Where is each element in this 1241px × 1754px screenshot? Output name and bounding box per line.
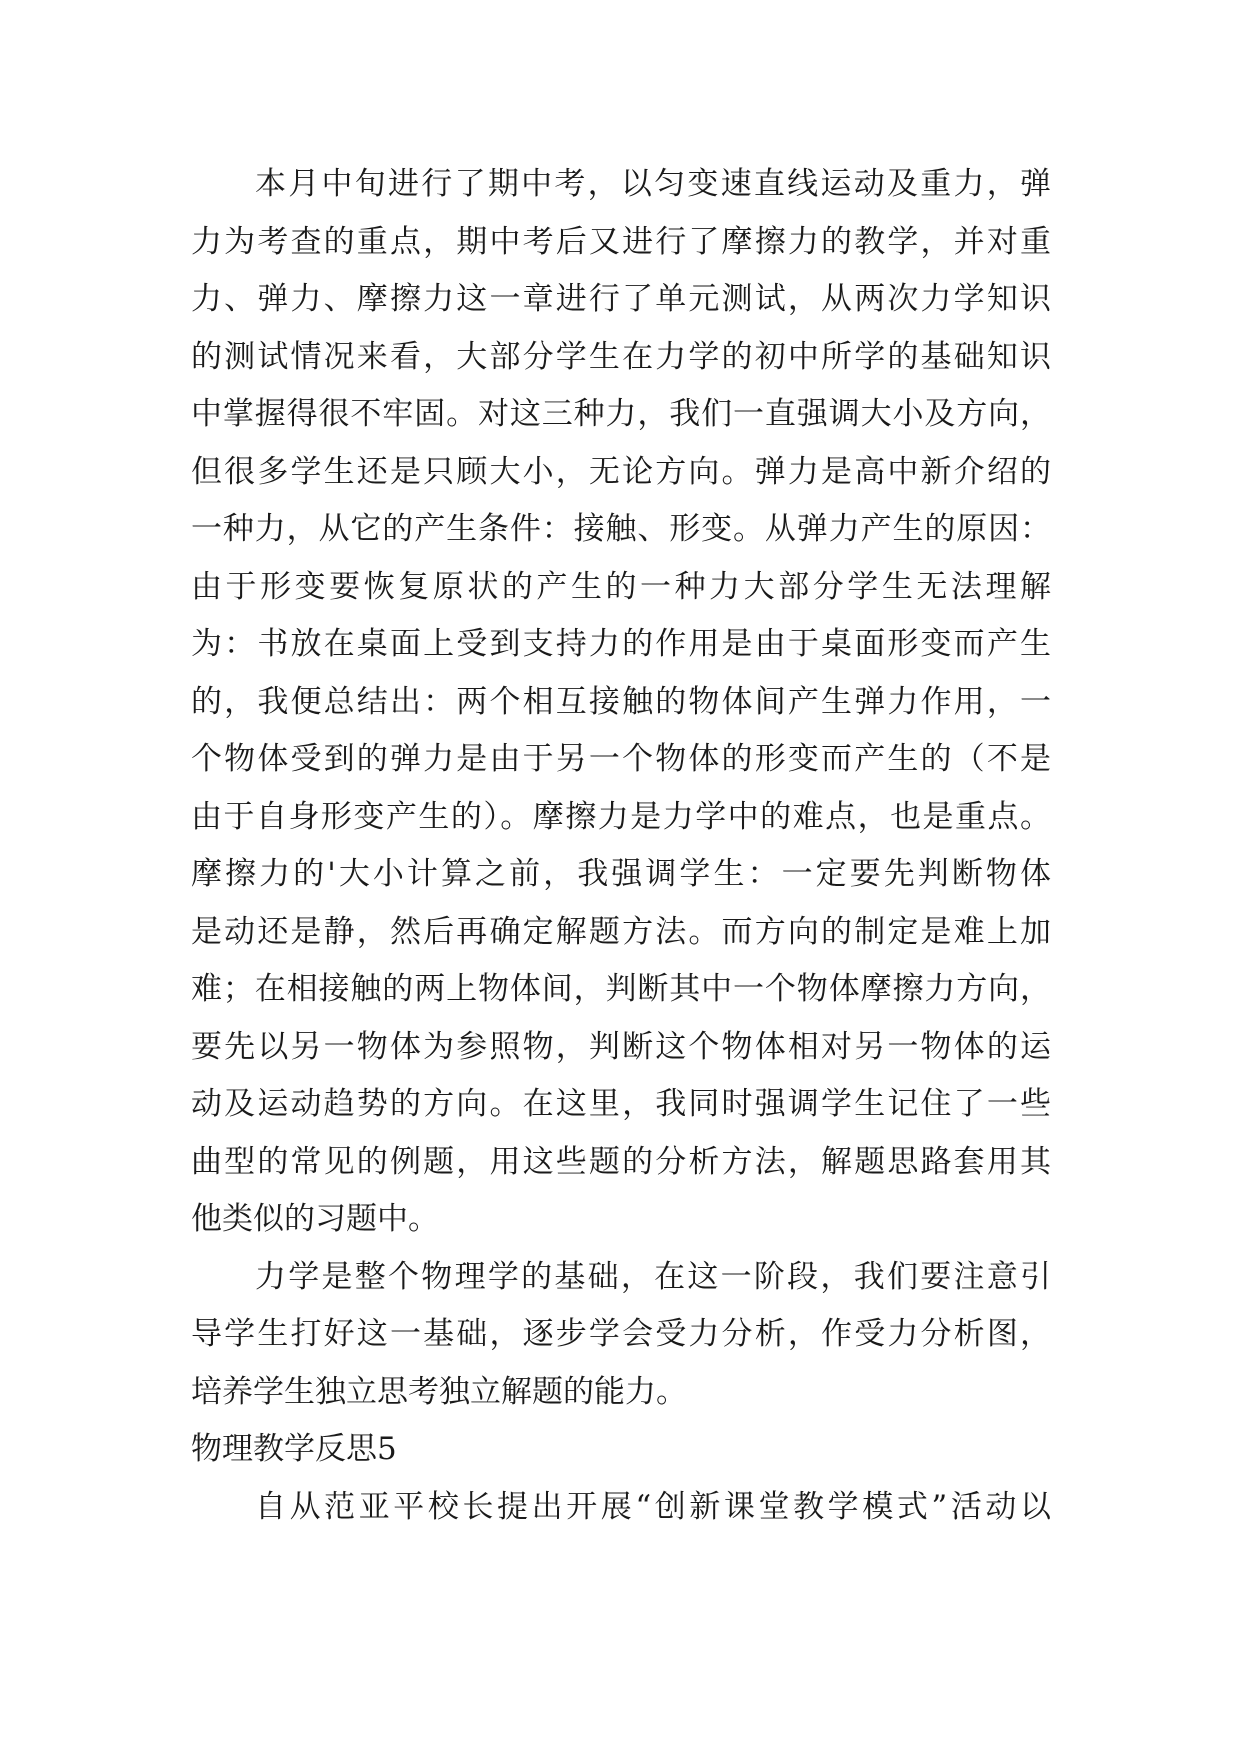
paragraph-2	[191, 1249, 1051, 1422]
text-line: 他类似的习题中。	[191, 1201, 439, 1237]
text-line: 为：书放在桌面上受到支持力的作用是由于桌面形变而产生	[191, 626, 1051, 662]
text-line: 本月中旬进行了期中考，以匀变速直线运动及重力，弹	[255, 166, 1051, 202]
text-line: 一种力，从它的产生条件：接触、形变。从弹力产生的原因：	[191, 511, 1051, 547]
text-line: 的测试情况来看，大部分学生在力学的初中所学的基础知识	[191, 338, 1051, 375]
text-line: 由于自身形变产生的）。摩擦力是力学中的难点，也是重点。	[191, 798, 1051, 835]
text-line: 力为考查的重点，期中考后又进行了摩擦力的教学，并对重	[191, 223, 1051, 260]
section-heading: 物理教学反思5	[191, 1431, 397, 1467]
paragraph-3	[191, 1479, 1051, 1537]
paragraph-1	[191, 156, 1051, 1249]
text-line: 要先以另一物体为参照物，判断这个物体相对另一物体的运	[191, 1028, 1051, 1065]
text-line: 但很多学生还是只顾大小，无论方向。弹力是高中新介绍的	[191, 453, 1051, 490]
text-line: 力学是整个物理学的基础，在这一阶段，我们要注意引	[255, 1258, 1051, 1295]
text-line: 是动还是静，然后再确定解题方法。而方向的制定是难上加	[191, 913, 1051, 950]
text-line: 动及运动趋势的方向。在这里，我同时强调学生记住了一些	[191, 1086, 1051, 1122]
text-line: 由于形变要恢复原状的产生的一种力大部分学生无法理解	[191, 568, 1051, 605]
text-line: 导学生打好这一基础，逐步学会受力分析，作受力分析图，	[191, 1316, 1051, 1352]
text-line: 摩擦力的'大小计算之前，我强调学生：一定要先判断物体	[191, 856, 1051, 892]
text-line: 中掌握得很不牢固。对这三种力，我们一直强调大小及方向，	[191, 396, 1051, 432]
text-line: 培养学生独立思考独立解题的能力。	[191, 1373, 687, 1410]
text-line: 力、弹力、摩擦力这一章进行了单元测试，从两次力学知识	[191, 281, 1051, 317]
text-line: 曲型的常见的例题，用这些题的分析方法，解题思路套用其	[191, 1143, 1051, 1180]
text-line: 难；在相接触的两上物体间，判断其中一个物体摩擦力方向，	[191, 971, 1051, 1007]
text-line: 自从范亚平校长提出开展“创新课堂教学模式”活动以	[255, 1488, 1051, 1525]
document-body	[191, 156, 1051, 1536]
text-line: 个物体受到的弹力是由于另一个物体的形变而产生的（不是	[191, 741, 1051, 777]
text-line: 的，我便总结出：两个相互接触的物体间产生弹力作用，一	[191, 683, 1051, 720]
